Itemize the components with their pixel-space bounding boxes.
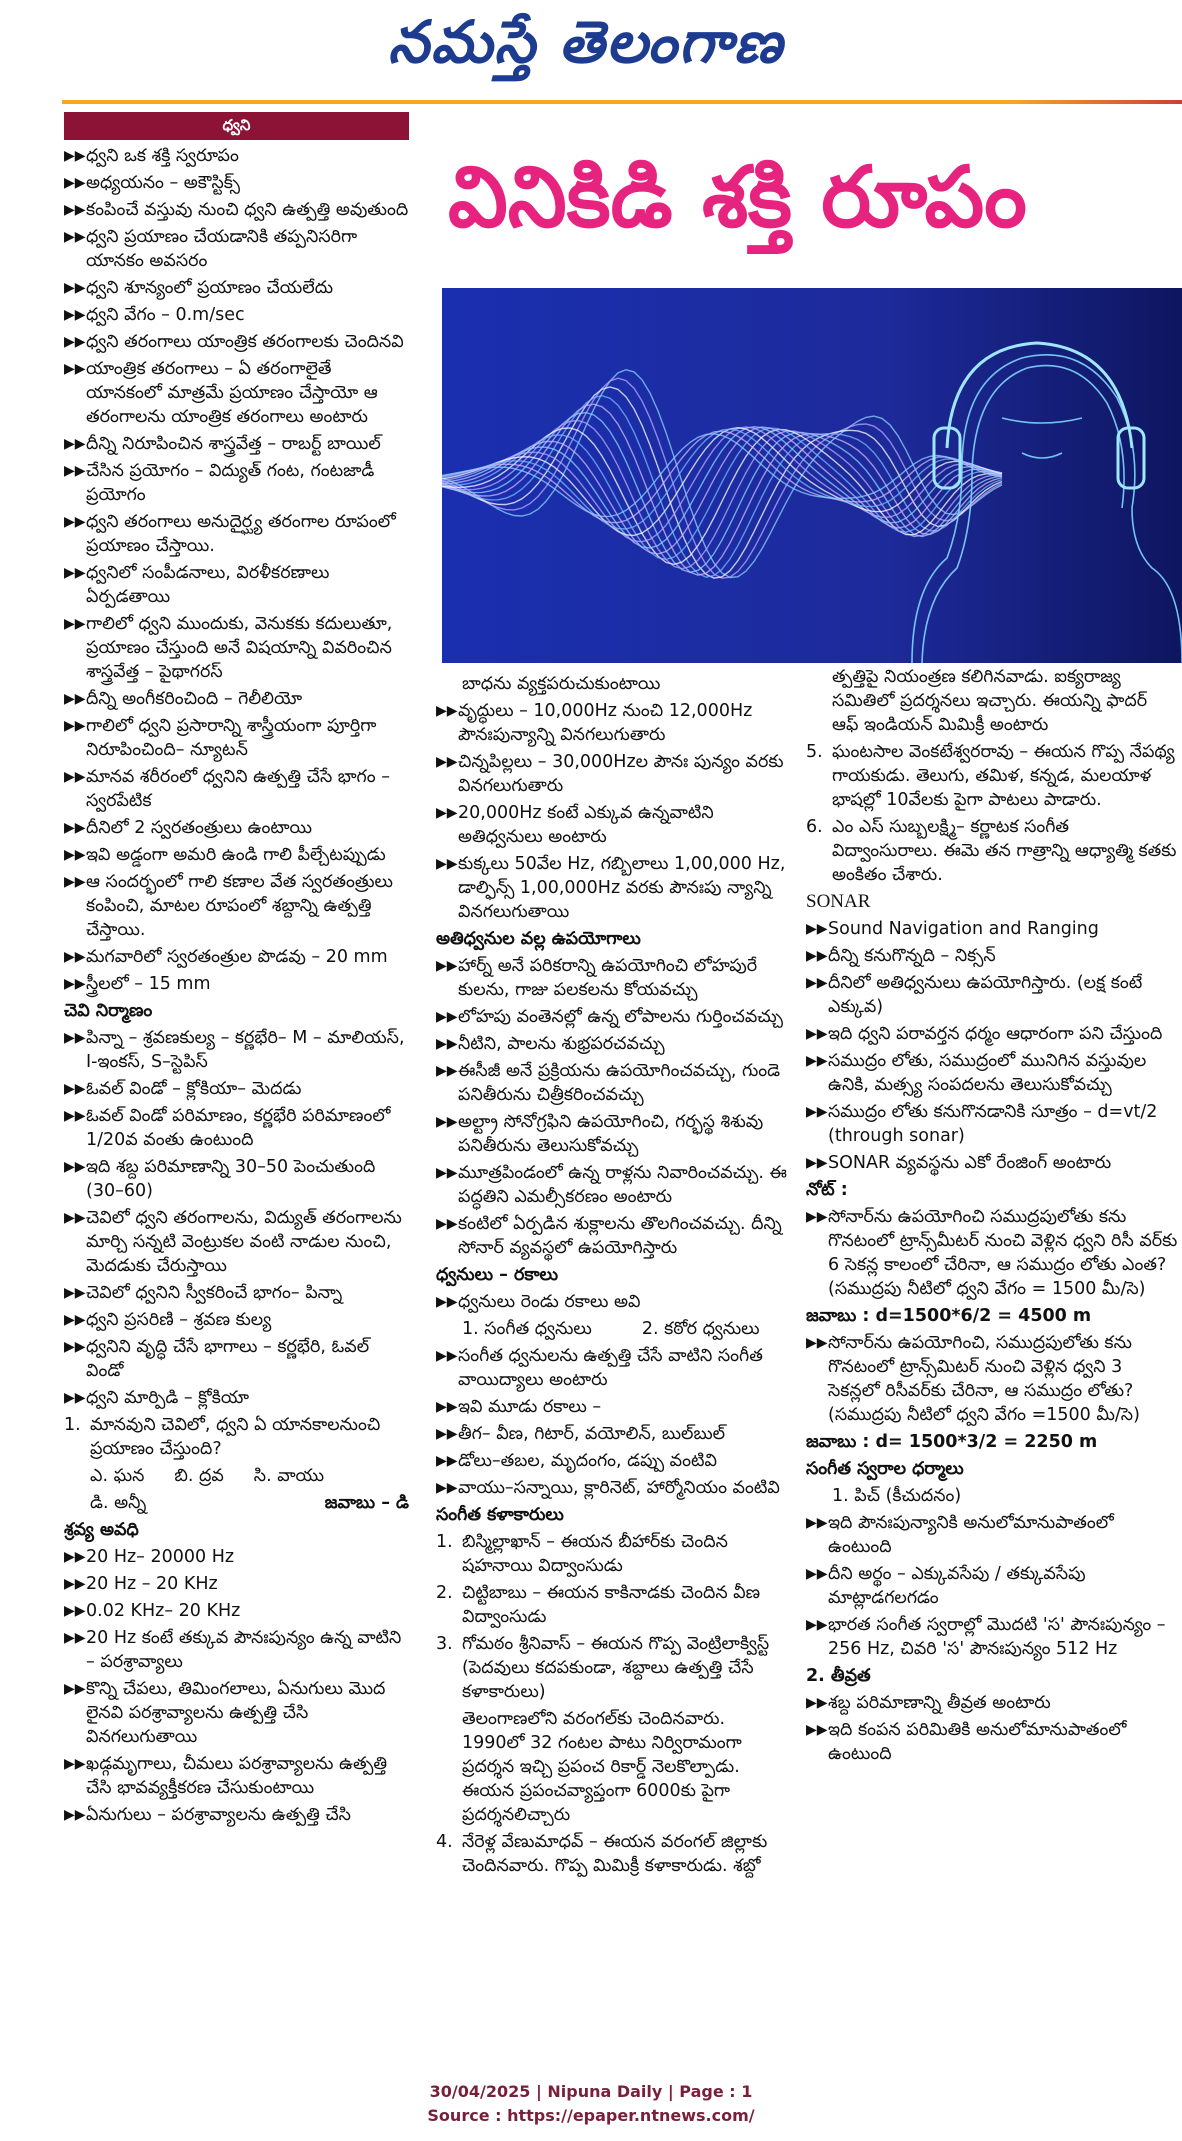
question-item [64,1413,409,1461]
double-arrow-icon: ▶▶ [436,754,458,770]
list-item: ▶▶ స్త్రీలలో – 15 mm [64,974,211,994]
numbered-item: 3. గోమఠం శ్రీనివాస్ – ఈయన గొప్ప వెంట్రిలాక్విస్ట్ (పెదవులు కదపకుండా, శబ్దాలు ఉత్పత్తి చేసే కళాకారులు) [436,1634,770,1702]
hearing-range-title: శ్రవ్య అవధి [64,1520,139,1540]
list-item: ▶▶ ఓవల్ విండో – క్లోకియా– మెదడు [64,1079,302,1099]
list-item: ▶▶ SONAR వ్యవస్థను ఎకో రేంజింగ్ అంటారు [806,1153,1112,1173]
instruments-list [436,1344,788,1500]
numbered-item: తెలంగాణలోని వరంగల్‌కు చెందినవారు. 1990లో 32 గంటల పాటు నిర్విరామంగా ప్రదర్శన ఇచ్చి ప్రపంచ రికార్డ్ నెలకొల్పాడు. ఈయన ప్రపంచవ్యాప్తంగా 6000కు పైగా ప్రదర్శనలిచ్చారు [462,1709,742,1825]
list-item: ▶▶ చిన్నపిల్లలు – 30,000Hzల పౌనః పున్యం వరకు వినగలుగుతారు [436,752,784,796]
list-item: ▶▶ 0.02 KHz– 20 KHz [64,1601,241,1621]
footer-source-line: Source : https://epaper.ntnews.com/ [427,2106,755,2125]
list-item: ▶▶ వాయు–సన్నాయి, క్లారినెట్, హార్మోనియం వంటివి [436,1478,780,1498]
double-arrow-icon: ▶▶ [436,1426,458,1442]
list-item: ▶▶ సంగీత ధ్వనులను ఉత్పత్తి చేసే వాటిని సంగీత వాయిద్యాలు అంటారు [436,1346,763,1390]
list-item: ▶▶ కొన్ని చేపలు, తిమింగలాలు, ఏనుగులు మొద లైనవి పరశ్రావ్యాలను ఉత్పత్తి చేసి వినగలుగుతాయి [64,1679,386,1747]
ear-bullet-list [64,1026,409,1410]
list-item: ▶▶ దీన్ని అంగీకరించింది – గెలీలియో [64,689,303,709]
continued-text: త్పత్తిపై నియంత్రణ కలిగినవాడు. ఐక్యరాజ్య సమితిలో ప్రదర్శనలు ఇచ్చారు. ఈయన్ని ఫాదర్ ఆఫ్ ఇండియన్ మిమిక్రీ అంటారు [832,667,1148,735]
double-arrow-icon: ▶▶ [436,1216,458,1232]
column-2 [436,672,788,1881]
double-arrow-icon: ▶▶ [806,948,828,964]
double-arrow-icon: ▶▶ [806,1053,828,1069]
double-arrow-icon: ▶▶ [806,975,828,991]
masthead [0,0,1182,100]
list-item: ▶▶ 20 Hz– 20000 Hz [64,1547,235,1567]
double-arrow-icon: ▶▶ [64,334,86,350]
list-item: ▶▶ సముద్రం లోతు, సముద్రంలో మునిగిన వస్తువుల ఉనికి, మత్స్య సంపదలను తెలుసుకోవచ్చు [806,1051,1147,1095]
list-item: ▶▶ దీని అర్థం – ఎక్కువసేపు / తక్కువసేపు మాట్లాడగలగడం [806,1564,1086,1608]
list-item: ▶▶ Sound Navigation and Ranging [806,919,1099,939]
double-arrow-icon: ▶▶ [64,847,86,863]
list-item: ▶▶ హార్న్ అనే పరికరాన్ని ఉపయోగించి లోహపురే కులను, గాజు పలకలను కోయవచ్చు [436,956,758,1000]
list-item: ▶▶ 20 Hz కంటే తక్కువ పౌనఃపున్యం ఉన్న వాటిని – పరశ్రావ్యాలు [64,1628,402,1672]
double-arrow-icon: ▶▶ [806,921,828,937]
list-item: ▶▶ ఇది శబ్ద పరిమాణాన్ని 30–50 పెంచుతుంది (30–60) [64,1157,376,1201]
list-item: ▶▶ 20 Hz – 20 KHz [64,1574,218,1594]
list-item: ▶▶ ధ్వని ప్రయాణం చేయడానికి తప్పనిసరిగా యానకం అవసరం [64,227,358,271]
pitch-list [806,1511,1178,1661]
list-item: ▶▶ ధ్వనిలో సంపీడనాలు, విరళీకరణాలు ఏర్పడతాయి [64,563,330,607]
double-arrow-icon: ▶▶ [436,1399,458,1415]
continued-text: బాధను వ్యక్తపరుచుకుంటాయి [462,674,661,694]
double-arrow-icon: ▶▶ [64,1576,86,1592]
column-1 [64,112,409,1830]
list-item: ▶▶ 20,000Hz కంటే ఎక్కువ ఉన్నవాటిని అతిధ్వనులు అంటారు [436,803,714,847]
list-item: ▶▶ ఇది కంపన పరిమితికి అనులోమానుపాతంలో ఉంటుంది [806,1720,1127,1764]
double-arrow-icon: ▶▶ [64,820,86,836]
type-noise: 2. కఠోర ధ్వనులు [641,1319,760,1339]
list-item: ▶▶ చేసిన ప్రయోగం – విద్యుత్ గంట, గంటజాడీ ప్రయోగం [64,461,375,505]
double-arrow-icon: ▶▶ [64,976,86,992]
double-arrow-icon: ▶▶ [64,1285,86,1301]
list-item: ▶▶ ధ్వని తరంగాలు యాంత్రిక తరంగాలకు చెందినవి [64,332,404,352]
intensity-list [806,1691,1178,1766]
list-item: ▶▶ ఈసీజీ అనే ప్రక్రియను ఉపయోగించవచ్చు, గుండె పనితీరును చిత్రీకరించవచ్చు [436,1061,781,1105]
question-options-row1 [64,1464,409,1488]
hearing-limits-list [436,699,788,924]
double-arrow-icon: ▶▶ [64,874,86,890]
list-item: ▶▶ మానవ శరీరంలో ధ్వనిని ఉత్పత్తి చేసే భాగం – స్వరపేటిక [64,767,390,811]
double-arrow-icon: ▶▶ [64,1081,86,1097]
double-arrow-icon: ▶▶ [436,1009,458,1025]
option-d: డి. అన్నీ [90,1493,147,1513]
list-item: ▶▶ నీటిని, పాలను శుభ్రపరచవచ్చు [436,1034,665,1054]
double-arrow-icon: ▶▶ [806,1695,828,1711]
double-arrow-icon: ▶▶ [436,958,458,974]
numbered-item: 2. చిట్టిబాబు – ఈయన కాకినాడకు చెందిన వీణ విద్వాంసుడు [436,1583,761,1627]
double-arrow-icon: ▶▶ [64,616,86,632]
double-arrow-icon: ▶▶ [64,691,86,707]
double-arrow-icon: ▶▶ [64,1807,86,1823]
list-item: ▶▶ లోహపు వంతెనల్లో ఉన్న లోపాలను గుర్తించవచ్చు [436,1007,783,1027]
double-arrow-icon: ▶▶ [64,769,86,785]
double-arrow-icon: ▶▶ [806,1209,828,1225]
numbered-item: 5. ఘంటసాల వెంకటేశ్వరరావు – ఈయన గొప్ప నేపథ్య గాయకుడు. తెలుగు, తమిళ, కన్నడ, మలయాళ భాషల్లో 10వేలకు పైగా పాటలు పాడారు. [806,742,1175,810]
double-arrow-icon: ▶▶ [806,1566,828,1582]
double-arrow-icon: ▶▶ [436,1165,458,1181]
double-arrow-icon: ▶▶ [64,1603,86,1619]
double-arrow-icon: ▶▶ [436,1114,458,1130]
double-arrow-icon: ▶▶ [64,1549,86,1565]
list-item: ▶▶ సముద్రం లోతు కనుగొనడానికి సూత్రం – d=vt/2 (through sonar) [806,1102,1158,1146]
list-item: ▶▶ శబ్ద పరిమాణాన్ని తీవ్రత అంటారు [806,1693,1051,1713]
double-arrow-icon: ▶▶ [64,361,86,377]
double-arrow-icon: ▶▶ [64,307,86,323]
double-arrow-icon: ▶▶ [64,202,86,218]
question-options-row2 [64,1491,409,1515]
list-item: ▶▶ అల్ట్రా సోనోగ్రఫిని ఉపయోగించి, గర్భస్థ శిశువు పనితీరును తెలుసుకోవచ్చు [436,1112,764,1156]
double-arrow-icon: ▶▶ [436,1063,458,1079]
double-arrow-icon: ▶▶ [64,1681,86,1697]
double-arrow-icon: ▶▶ [64,1108,86,1124]
double-arrow-icon: ▶▶ [806,1335,828,1351]
double-arrow-icon: ▶▶ [64,1339,86,1355]
double-arrow-icon: ▶▶ [64,1030,86,1046]
answer-1: జవాబు : d=1500*6/2 = 4500 m [806,1306,1092,1326]
sound-bullet-list [64,144,409,996]
sonar-list [806,917,1178,1175]
masthead-rule [62,100,1182,104]
list-item: ▶▶ ఇది పౌనఃపున్యానికి అనులోమానుపాతంలో ఉంటుంది [806,1513,1114,1557]
double-arrow-icon: ▶▶ [64,436,86,452]
artists-list-continued [806,740,1178,887]
masthead-title: నమస్తే తెలంగాణ [388,8,784,76]
double-arrow-icon: ▶▶ [64,1312,86,1328]
double-arrow-icon: ▶▶ [64,280,86,296]
double-arrow-icon: ▶▶ [64,148,86,164]
list-item: ▶▶ గాలిలో ధ్వని ముందుకు, వెనుకకు కదులుతూ, ప్రయాణం చేస్తుంది అనే విషయాన్ని వివరించిన శాస్త్రవేత్త – పైథాగరస్ [64,614,393,682]
list-item: ▶▶ ఇవి మూడు రకాలు – [436,1397,602,1417]
list-item: ▶▶ చెవిలో ధ్వని తరంగాలను, విద్యుత్ తరంగాలను మార్చి సన్నటి వెంట్రుకల వంటి నాడుల నుంచి, మెదడుకు చేరుస్తాయి [64,1208,402,1276]
list-item: ▶▶ ధ్వని ఒక శక్తి స్వరూపం [64,146,239,166]
headline: వినికిడి శక్తి రూపం [448,148,1027,246]
list-item: ▶▶ సోనార్‌ను ఉపయోగించి సముద్రపులోతు కను గొనటంలో ట్రాన్స్‌మీటర్ నుంచి వెళ్లిన ధ్వని రిసీ వర్‌కు 6 సెకన్ల కాలంలో చేరినా, ఆ సముద్రం లోతు ఎంత? (సముద్రపు నీటిలో ధ్వని వేగం = 1500 మీ/సె) [806,1207,1178,1299]
double-arrow-icon: ▶▶ [436,1348,458,1364]
section-title-sound: ధ్వని [64,112,409,140]
double-arrow-icon: ▶▶ [806,1104,828,1120]
option-c: సి. వాయు [253,1466,325,1486]
ultrasound-uses-list [436,954,788,1260]
double-arrow-icon: ▶▶ [64,1756,86,1772]
list-item: ▶▶ ధ్వని మార్పిడి – క్లోకియా [64,1388,250,1408]
music-properties-title: సంగీత స్వరాల ధర్మాలు [806,1459,964,1479]
list-item: ▶▶ చెవిలో ధ్వనిని స్వీకరించే భాగం– పిన్నా [64,1283,343,1303]
list-item: ▶▶ అధ్యయనం – అకౌస్టిక్స్ [64,173,240,193]
column-3 [806,665,1178,1769]
double-arrow-icon: ▶▶ [64,1390,86,1406]
list-item: ▶▶ మగవారిలో స్వరతంత్రుల పొడవు – 20 mm [64,947,388,967]
hero-illustration [442,288,1182,663]
double-arrow-icon: ▶▶ [436,703,458,719]
artists-title: సంగీత కళాకారులు [436,1505,564,1525]
intensity-title: 2. తీవ్రత [806,1666,871,1686]
double-arrow-icon: ▶▶ [436,1453,458,1469]
sound-types-title: ధ్వనులు – రకాలు [436,1265,558,1285]
list-item: ▶▶ కంపించే వస్తువు నుంచి ధ్వని ఉత్పత్తి అవుతుంది [64,200,409,220]
double-arrow-icon: ▶▶ [436,1294,458,1310]
list-item: ▶▶ ధ్వనిని వృద్ధి చేసే భాగాలు – కర్ణభేరి, ఓవల్ విండో [64,1337,370,1381]
list-item: ▶▶ దీనిలో 2 స్వరతంత్రులు ఉంటాయి [64,818,313,838]
ear-structure-title: చెవి నిర్మాణం [64,1001,153,1021]
pitch-title: 1. పిచ్ (కీచుదనం) [832,1486,962,1506]
sonar-title: SONAR [806,891,871,912]
double-arrow-icon: ▶▶ [806,1155,828,1171]
answer-2: జవాబు : d= 1500*3/2 = 2250 m [806,1432,1098,1452]
list-item: ▶▶ వృద్ధులు – 10,000Hz నుంచి 12,000Hz పౌనఃపున్యాన్ని వినగలుగుతారు [436,701,753,745]
question-text: మానవుని చెవిలో, ధ్వని ఏ యానకాలనుంచి ప్రయాణం చేస్తుంది? [90,1415,381,1459]
list-item: ▶▶ డోలు–తబల, మృదంగం, డప్పు వంటివి [436,1451,717,1471]
double-arrow-icon: ▶▶ [64,1159,86,1175]
list-item: ▶▶ దీనిలో అతిధ్వనులు ఉపయోగిస్తారు. (లక్ష కంటే ఎక్కువ) [806,973,1143,1017]
list-item: ▶▶ ధ్వని శూన్యంలో ప్రయాణం చేయలేదు [64,278,334,298]
double-arrow-icon: ▶▶ [436,1480,458,1496]
double-arrow-icon: ▶▶ [436,1036,458,1052]
double-arrow-icon: ▶▶ [806,1515,828,1531]
double-arrow-icon: ▶▶ [64,565,86,581]
list-item: ▶▶ కంటిలో ఏర్పడిన శుక్లాలను తొలగించవచ్చు. దీన్ని సోనార్ వ్యవస్థలో ఉపయోగిస్తారు [436,1214,782,1258]
list-item: ▶▶ పిన్నా – శ్రవణకుల్య – కర్ణభేరి– M – మాలియస్, I-ఇంకస్, S–స్టెపిస్ [64,1028,405,1072]
ultrasound-uses-title: అతిధ్వనుల వల్ల ఉపయోగాలు [436,929,641,949]
list-item: ▶▶ యాంత్రిక తరంగాలు – ఏ తరంగాలైతే యానకంలో మాత్రమే ప్రయాణం చేస్తాయో ఆ తరంగాలను యాంత్రిక తరంగాలు అంటారు [64,359,378,427]
question-number: 1. [64,1415,81,1435]
double-arrow-icon: ▶▶ [64,463,86,479]
list-item: ▶▶ తీగ– వీణ, గిటార్, వయోలిన్, బుల్‌బుల్ [436,1424,726,1444]
double-arrow-icon: ▶▶ [806,1617,828,1633]
list-item: ▶▶ సోనార్‌ను ఉపయోగించి, సముద్రపులోతు కను గొనటంలో ట్రాన్స్‌మిటర్ నుంచి వెళ్లిన ధ్వని 3 సెకన్లలో రిసీవర్‌కు చేరినా, ఆ సముద్రం లోతు? (సముద్రపు నీటిలో ధ్వని వేగం =1500 మీ/సె) [806,1333,1140,1425]
list-item: ▶▶ కుక్కలు 50వేల Hz, గబ్బిలాలు 1,00,000 Hz, డాల్ఫిన్స్ 1,00,000Hz వరకు పౌనఃపు న్యాన్ని వినగలుగుతాయి [436,854,786,922]
list-item: ▶▶ ఆ సందర్భంలో గాలి కణాల వేత స్వరతంత్రులు కంపించి, మాటల రూపంలో శబ్దాన్ని ఉత్పత్తి చేస్తాయి. [64,872,393,940]
double-arrow-icon: ▶▶ [806,1722,828,1738]
list-item: ▶▶ దీన్ని నిరూపించిన శాస్త్రవేత్త – రాబర్ట్ బాయిల్ [64,434,381,454]
list-item: ▶▶ గాలిలో ధ్వని ప్రసారాన్ని శాస్త్రీయంగా పూర్తిగా నిరూపించింది– న్యూటన్ [64,716,377,760]
double-arrow-icon: ▶▶ [64,1210,86,1226]
numbered-item: 4. నేరెళ్ల వేణుమాధవ్ – ఈయన వరంగల్ జిల్లాకు చెందినవారు. గొప్ప మిమిక్రీ కళాకారుడు. శబ్దో [436,1832,768,1876]
list-item: ▶▶ ధ్వని వేగం – 0.m/sec [64,305,245,325]
double-arrow-icon: ▶▶ [64,514,86,530]
list-item: ▶▶ మూత్రపిండంలో ఉన్న రాళ్లను నివారించవచ్చు. ఈ పద్ధతిని ఎమల్సీకరణం అంటారు [436,1163,787,1207]
list-item: ▶▶ ఇది ధ్వని పరావర్తన ధర్మం ఆధారంగా పని చేస్తుంది [806,1024,1163,1044]
sound-types-row [436,1317,788,1341]
list-item: ▶▶ దీన్ని కనుగొన్నది – నిక్సన్ [806,946,996,966]
double-arrow-icon: ▶▶ [64,949,86,965]
list-item: ▶▶ ఇవి అడ్డంగా అమరి ఉండి గాలి పీల్చేటప్పుడు [64,845,386,865]
double-arrow-icon: ▶▶ [436,856,458,872]
list-item: ▶▶ ఓవల్ విండో పరిమాణం, కర్ణభేరి పరిమాణంలో 1/20వ వంతు ఉంటుంది [64,1106,391,1150]
list-item: ▶▶ ధ్వని ప్రసరిణి – శ్రవణ కుల్య [64,1310,272,1330]
list-item: ▶▶ ఖడ్గమృగాలు, చీమలు పరశ్రావ్యాలను ఉత్పత్తి చేసి భావవ్యక్తీకరణ చేసుకుంటాయి [64,1754,388,1798]
numbered-item: 1. బిస్మిల్లాఖాన్ – ఈయన బీహార్‌కు చెందిన షహనాయి విద్వాంసుడు [436,1532,728,1576]
double-arrow-icon: ▶▶ [806,1026,828,1042]
list-item: ▶▶ ధ్వనులు రెండు రకాలు అవి [436,1292,641,1312]
footer [0,2080,1182,2128]
double-arrow-icon: ▶▶ [436,805,458,821]
list-item: ▶▶ భారత సంగీత స్వరాల్లో మొదటి 'స' పౌనఃపున్యం – 256 Hz, చివరి 'స' పౌనఃపున్యం 512 Hz [806,1615,1166,1659]
hearing-range-list [64,1545,409,1827]
list-item: ▶▶ ధ్వని తరంగాలు అనుదైర్ఘ్య తరంగాల రూపంలో ప్రయాణం చేస్తాయి. [64,512,396,556]
list-item: ▶▶ ఏనుగులు – పరశ్రావ్యాలను ఉత్పత్తి చేసి [64,1805,351,1825]
double-arrow-icon: ▶▶ [64,718,86,734]
option-a: ఎ. ఘన [90,1466,145,1486]
artists-list [436,1530,788,1878]
question-answer: జవాబు – డి [324,1493,409,1513]
double-arrow-icon: ▶▶ [64,229,86,245]
note-title: నోట్ : [806,1180,848,1200]
type-musical: 1. సంగీత ధ్వనులు [462,1319,592,1339]
double-arrow-icon: ▶▶ [64,175,86,191]
numbered-item: 6. ఎం ఎస్ సుబ్బలక్ష్మి– కర్ణాటక సంగీత విద్వాంసురాలు. ఈమె తన గాత్రాన్ని ఆధ్యాత్మి కతకు అంకితం చేశారు. [806,817,1177,885]
footer-date-line: 30/04/2025 | Nipuna Daily | Page : 1 [429,2082,753,2101]
double-arrow-icon: ▶▶ [64,1630,86,1646]
option-b: బి. ద్రవ [174,1466,224,1486]
